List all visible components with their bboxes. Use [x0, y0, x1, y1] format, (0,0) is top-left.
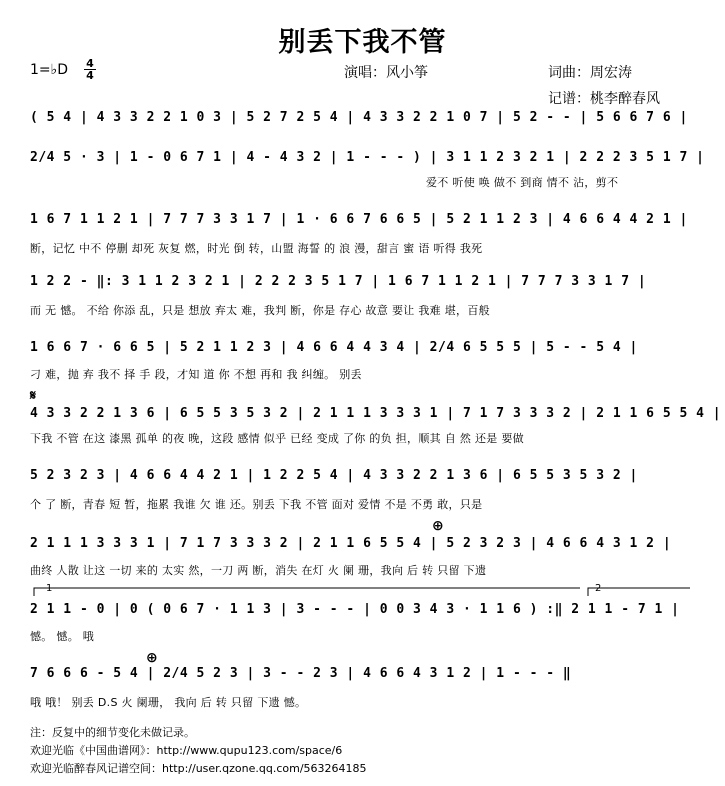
coda-sign-2: ⊕	[146, 650, 158, 666]
first-ending-bracket	[34, 588, 580, 596]
lyric-row-8: 曲终 人散 让这 一切 来的 太实 然，一刀 两 断，消失 在灯 火 阑 珊，我向 后 转 只留 下遗	[30, 564, 487, 577]
footer-link-1[interactable]: 欢迎光临《中国曲谱网》：http://www.qupu123.com/space/6	[30, 744, 343, 757]
transcriber-credit: 记谱：桃李醉春风	[548, 91, 660, 107]
lyric-row-7: 个 了 断，青春 短 暂，拖累 我谁 欠 谁 还。别丢 下我 不管 面对 爱情 不是 不勇 敢，只是	[30, 498, 483, 511]
score-row-5: 1 6 6 7 · 6 6 5 | 5 2 1 1 2 3 | 4 6 6 4 4 3 4 | 2/4 6 5 5 5 | 5 - - 5 4 |	[30, 340, 638, 355]
lyric-row-3: 断，记忆 中不 停删 却死 灰复 燃，时光 倒 转，山盟 海誓 的 浪 漫，甜言 蜜 语 听得 我死	[30, 242, 483, 255]
footer-link-2[interactable]: 欢迎光临醉春风记谱空间：http://user.qzone.qq.com/563264185	[30, 762, 367, 775]
score-row-3: 1 6 7 1 1 2 1 | 7 7 7 3 3 1 7 | 1 · 6 6 7 6 6 5 | 5 2 1 1 2 3 | 4 6 6 4 4 2 1 |	[30, 212, 688, 227]
lyric-row-4: 而 无 憾。 不给 你添 乱，只是 想放 弃太 难，我判 断，你是 存心 故意 要让 我难 堪，百般	[30, 304, 490, 317]
score-row-8: 2 1 1 1 3 3 3 1 | 7 1 7 3 3 3 2 | 2 1 1 6 5 5 4 | 5 2 3 2 3 | 4 6 6 4 3 1 2 |	[30, 536, 672, 551]
lyric-row-2: 爱不 听使 唤 做不 到商 情不 沾，剪不	[426, 176, 619, 189]
score-row-6: 4 3 3 2 2 1 3 6 | 6 5 5 3 5 3 2 | 2 1 1 1 3 3 3 1 | 7 1 7 3 3 3 2 | 2 1 1 6 5 5 4 |	[30, 406, 722, 421]
lyric-row-5: 刁 难，抛 弃 我不 择 手 段，才知 道 你 不想 再和 我 纠缠。 别丢	[30, 368, 362, 381]
footer-note: 注：反复中的细节变化未做记录。	[30, 726, 195, 739]
second-ending-label: 2	[595, 583, 602, 594]
time-signature-top: 4	[86, 57, 94, 70]
time-signature-bottom: 4	[84, 69, 96, 81]
second-ending-bracket	[588, 588, 690, 596]
segno-sign: 𝄋	[30, 388, 37, 404]
coda-sign: ⊕	[432, 518, 444, 534]
composer-credit: 词曲：周宏涛	[548, 65, 632, 81]
first-ending-label: 1	[46, 583, 53, 594]
lyric-row-10: 哦 哦！ 别丢 D.S 火 阑珊， 我向 后 转 只留 下遗 憾。	[30, 696, 307, 709]
score-row-10: 7 6 6 6 - 5 4 | 2/4 5 2 3 | 3 - - 2 3 | 4 6 6 4 3 1 2 | 1 - - - ‖	[30, 666, 572, 681]
score-row-9: 2 1 1 - 0 | 0 ( 0 6 7 · 1 1 3 | 3 - - - | 0 0 3 4 3 · 1 1 6 ) :‖ 2 1 1 - 7 1 |	[30, 602, 680, 617]
song-title: 别丢下我不管	[278, 27, 447, 58]
score-row-4: 1 2 2 - ‖: 3 1 1 2 3 2 1 | 2 2 2 3 5 1 7 | 1 6 7 1 1 2 1 | 7 7 7 3 3 1 7 |	[30, 274, 647, 289]
score-row-7: 5 2 3 2 3 | 4 6 6 4 4 2 1 | 1 2 2 5 4 | 4 3 3 2 2 1 3 6 | 6 5 5 3 5 3 2 |	[30, 468, 638, 483]
score-row-2: 2/4 5 · 3 | 1 - 0 6 7 1 | 4 - 4 3 2 | 1 - - - ) | 3 1 1 2 3 2 1 | 2 2 2 3 5 1 7 |	[30, 150, 705, 165]
score-row-1: ( 5 4 | 4 3 3 2 2 1 0 3 | 5 2 7 2 5 4 | 4 3 3 2 2 1 0 7 | 5 2 - - | 5 6 6 7 6 |	[30, 110, 688, 125]
singer-credit: 演唱：风小筝	[344, 65, 428, 81]
lyric-row-6: 下我 不管 在这 漆黑 孤单 的夜 晚，这段 感情 似乎 已经 变成 了你 的负 担，顺其 自 然 还是 要做	[30, 432, 524, 445]
key-signature: 1=♭D	[30, 62, 69, 78]
lyric-row-9: 憾。 憾。 哦	[30, 630, 95, 643]
